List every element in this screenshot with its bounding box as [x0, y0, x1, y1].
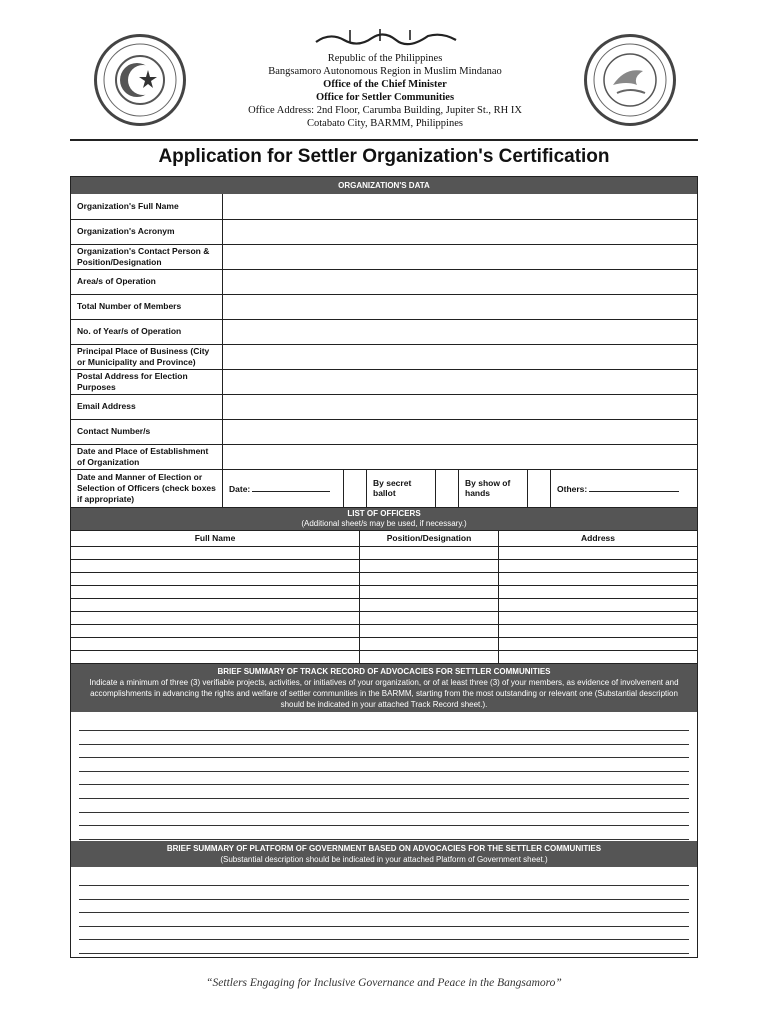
writing-line	[79, 718, 689, 732]
officer-row	[71, 572, 697, 585]
officer-row	[71, 546, 697, 559]
writing-line	[79, 826, 689, 840]
email-input[interactable]	[223, 394, 698, 419]
officer-address-cell[interactable]	[499, 624, 698, 637]
officer-address-cell[interactable]	[499, 572, 698, 585]
officer-position-cell[interactable]	[360, 598, 499, 611]
writing-line	[79, 927, 689, 941]
officer-row	[71, 598, 697, 611]
years-operation-input[interactable]	[223, 319, 698, 344]
writing-line	[79, 758, 689, 772]
election-date-cell[interactable]	[223, 469, 344, 507]
officer-address-cell[interactable]	[499, 650, 698, 663]
officer-row	[71, 624, 697, 637]
officer-position-cell[interactable]	[360, 624, 499, 637]
officer-name-cell[interactable]	[71, 624, 360, 637]
col-full-name: Full Name	[71, 530, 360, 546]
show-of-hands-label: By show of hands	[459, 469, 528, 507]
officer-address-cell[interactable]	[499, 598, 698, 611]
col-address: Address	[499, 530, 698, 546]
show-of-hands-checkbox[interactable]	[436, 469, 459, 507]
letterhead	[200, 26, 570, 130]
platform-heading-bar	[71, 841, 697, 867]
officer-position-cell[interactable]	[360, 585, 499, 598]
header-city: Cotabato City, BARMM, Philippines	[307, 118, 463, 129]
field-label: Postal Address for Election Purposes	[71, 369, 223, 394]
header-region: Bangsamoro Autonomous Region in Muslim Mindanao	[268, 66, 502, 77]
barmm-seal	[94, 34, 186, 126]
track-record-heading: BRIEF SUMMARY OF TRACK RECORD OF ADVOCACIES FOR SETTLER COMMUNITIES	[217, 666, 551, 676]
org-full-name-input[interactable]	[223, 194, 698, 219]
contact-person-input[interactable]	[223, 244, 698, 269]
header-address: Office Address: 2nd Floor, Carumba Building, Jupiter St., RH IX	[248, 105, 522, 116]
page-title: Application for Settler Organization's Certification	[158, 146, 610, 167]
field-label: Organization's Acronym	[71, 219, 223, 244]
officer-name-cell[interactable]	[71, 611, 360, 624]
officer-position-cell[interactable]	[360, 650, 499, 663]
col-position: Position/Designation	[360, 530, 499, 546]
officer-name-cell[interactable]	[71, 598, 360, 611]
platform-instructions: (Substantial description should be indicated in your attached Platform of Government sheet.)	[220, 854, 548, 864]
others-label: Others:	[557, 484, 588, 494]
field-label: Total Number of Members	[71, 294, 223, 319]
field-label: Principal Place of Business (City or Municipality and Province)	[71, 344, 223, 369]
total-members-input[interactable]	[223, 294, 698, 319]
writing-line	[79, 940, 689, 954]
field-label: Organization's Full Name	[71, 194, 223, 219]
application-form	[70, 176, 698, 958]
secret-ballot-label: By secret ballot	[367, 469, 436, 507]
header-republic: Republic of the Philippines	[327, 53, 443, 64]
field-label: Date and Manner of Election or Selection of Officers (check boxes if appropriate)	[71, 469, 223, 507]
header-divider	[70, 139, 698, 141]
header-office-settler-communities: Office for Settler Communities	[315, 92, 455, 103]
field-label: Organization's Contact Person & Position/Designation	[71, 244, 223, 269]
postal-address-input[interactable]	[223, 369, 698, 394]
officer-row	[71, 559, 697, 572]
track-record-instructions: Indicate a minimum of three (3) verifiable projects, activities, or initiatives of your organization, or of at least three (3) of your members, as evidence of involvement and accomplishments in advancing the rights and welfare of settler communities in the BARMM, starting from the most outstanding or relevant one (Substantial description should be indicated in your attached Track Record sheet.).	[89, 677, 679, 709]
track-record-heading-bar	[71, 664, 697, 712]
field-label: Email Address	[71, 394, 223, 419]
officers-note: (Additional sheet/s may be used, if necessary.)	[301, 518, 467, 528]
writing-line	[79, 900, 689, 914]
officer-address-cell[interactable]	[499, 637, 698, 650]
writing-line	[79, 873, 689, 887]
officer-row	[71, 650, 697, 663]
field-label: Date and Place of Establishment of Organization	[71, 444, 223, 469]
writing-line	[79, 799, 689, 813]
header-office-chief-minister: Office of the Chief Minister	[323, 79, 447, 90]
area-of-operation-input[interactable]	[223, 269, 698, 294]
establishment-input[interactable]	[223, 444, 698, 469]
election-date-line	[252, 482, 330, 492]
officer-row	[71, 585, 697, 598]
officer-name-cell[interactable]	[71, 650, 360, 663]
officers-heading: LIST OF OFFICERS	[347, 508, 421, 518]
platform-writing-area[interactable]	[71, 867, 697, 957]
officer-position-cell[interactable]	[360, 637, 499, 650]
field-label: Contact Number/s	[71, 419, 223, 444]
officer-position-cell[interactable]	[360, 559, 499, 572]
officer-name-cell[interactable]	[71, 585, 360, 598]
writing-line	[79, 745, 689, 759]
officer-name-cell[interactable]	[71, 572, 360, 585]
org-data-heading: ORGANIZATION'S DATA	[71, 177, 697, 194]
officer-address-cell[interactable]	[499, 585, 698, 598]
election-date-label: Date:	[229, 484, 251, 494]
officer-row	[71, 637, 697, 650]
officers-table	[71, 530, 697, 664]
office-for-settler-communities-seal	[584, 34, 676, 126]
platform-heading: BRIEF SUMMARY OF PLATFORM OF GOVERNMENT BASED ON ADVOCACIES FOR THE SETTLER COMMUNITIES	[166, 843, 602, 853]
others-checkbox[interactable]	[528, 469, 551, 507]
org-acronym-input[interactable]	[223, 219, 698, 244]
writing-line	[79, 886, 689, 900]
contact-number-input[interactable]	[223, 419, 698, 444]
officer-name-cell[interactable]	[71, 637, 360, 650]
field-label: Area/s of Operation	[71, 269, 223, 294]
officer-address-cell[interactable]	[499, 559, 698, 572]
writing-line	[79, 731, 689, 745]
officer-name-cell[interactable]	[71, 546, 360, 559]
officer-position-cell[interactable]	[360, 572, 499, 585]
officer-row	[71, 611, 697, 624]
officers-heading-bar	[71, 508, 697, 530]
writing-line	[79, 813, 689, 827]
officer-name-cell[interactable]	[71, 559, 360, 572]
track-record-writing-area[interactable]	[71, 712, 697, 841]
writing-line	[79, 772, 689, 786]
officer-address-cell[interactable]	[499, 611, 698, 624]
bismillah-calligraphy	[200, 26, 570, 50]
others-line	[589, 482, 679, 492]
writing-line	[79, 785, 689, 799]
org-data-table	[71, 194, 697, 508]
secret-ballot-checkbox[interactable]	[344, 469, 367, 507]
officer-position-cell[interactable]	[360, 546, 499, 559]
principal-place-input[interactable]	[223, 344, 698, 369]
writing-line	[79, 913, 689, 927]
field-label: No. of Year/s of Operation	[71, 319, 223, 344]
officer-address-cell[interactable]	[499, 546, 698, 559]
others-cell[interactable]	[551, 469, 698, 507]
footer-tagline: “Settlers Engaging for Inclusive Governance and Peace in the Bangsamoro”	[206, 977, 562, 989]
officer-position-cell[interactable]	[360, 611, 499, 624]
